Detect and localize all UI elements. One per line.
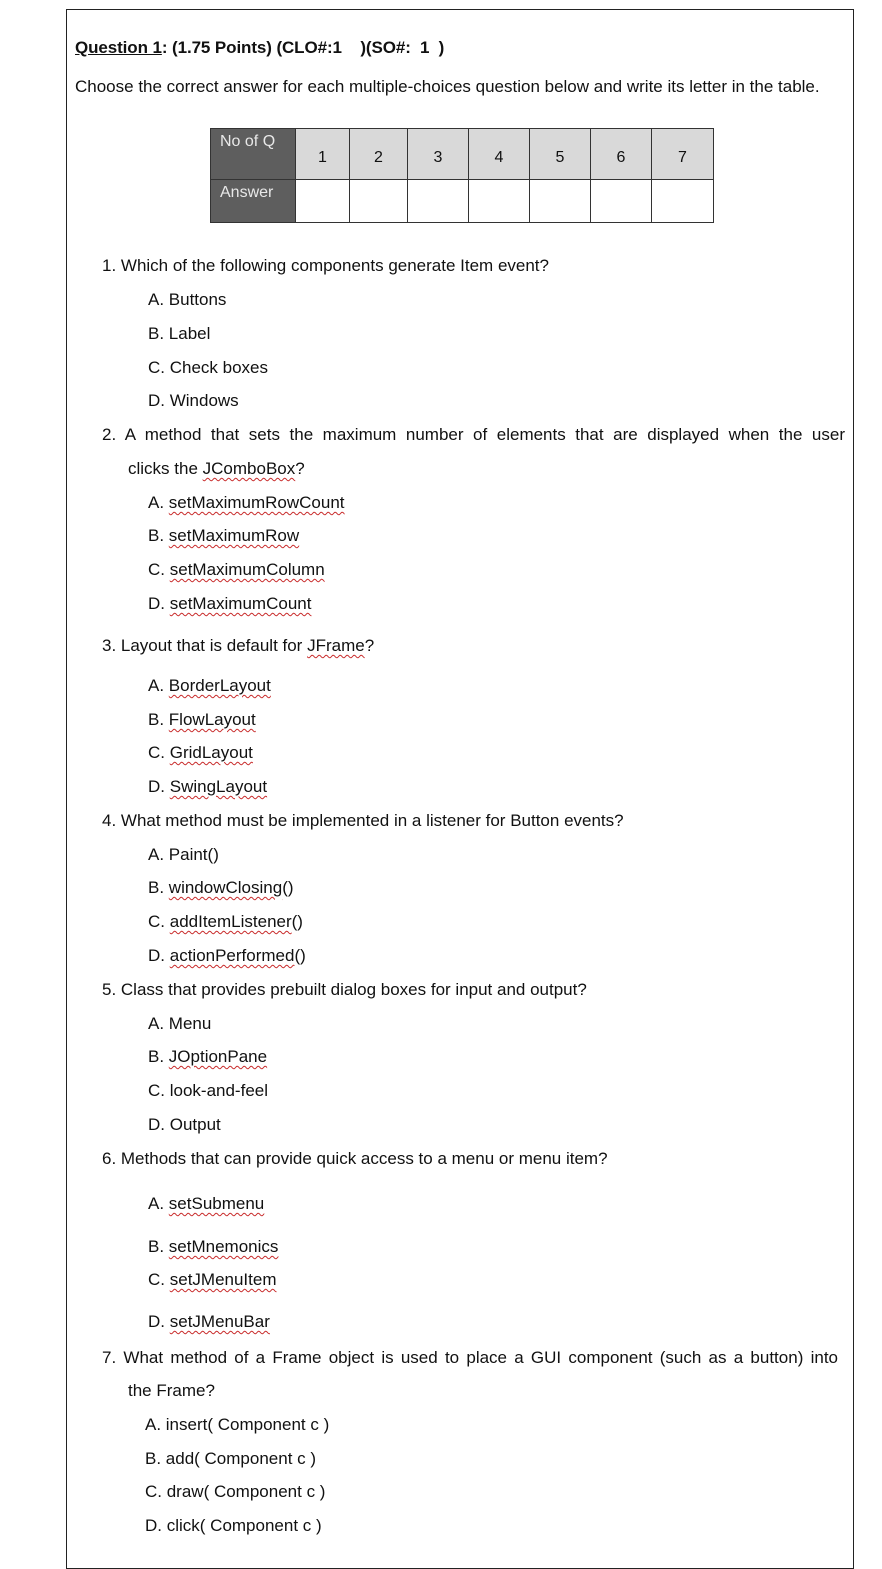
- option-term: SwingLayout: [169, 777, 268, 796]
- question-1-option-b: B. Label: [148, 324, 211, 343]
- question-5-text: 5. Class that provides prebuilt dialog boxes for input and output?: [102, 980, 587, 999]
- answer-cell[interactable]: [469, 180, 530, 223]
- question-3-term: JFrame: [307, 636, 365, 655]
- question-3-option-a: [148, 676, 271, 696]
- question-number-cell: 7: [652, 129, 714, 180]
- question-2-option-a: [148, 493, 345, 513]
- option-prefix: A. Menu: [148, 1014, 212, 1033]
- option-term: setMnemonics: [168, 1237, 279, 1256]
- answer-cell[interactable]: [591, 180, 652, 223]
- question-4-option-d: [148, 946, 306, 966]
- option-term: BorderLayout: [168, 676, 271, 695]
- option-term: actionPerformed: [169, 946, 295, 965]
- question-7-option-a: A. insert( Component c ): [145, 1415, 330, 1434]
- option-prefix: D.: [148, 1312, 170, 1331]
- question-number-cell: 6: [591, 129, 652, 180]
- option-prefix: B.: [148, 878, 169, 897]
- answer-cell[interactable]: [350, 180, 408, 223]
- question-7-option-d: D. click( Component c ): [145, 1516, 322, 1535]
- answer-table: [210, 128, 714, 223]
- question-2-term: JComboBox: [202, 459, 296, 478]
- answer-cell[interactable]: [296, 180, 350, 223]
- question-2-text-line2: [128, 459, 305, 479]
- question-number-cell: 5: [530, 129, 591, 180]
- option-term: setJMenuBar: [169, 1312, 270, 1331]
- question-label: Question 1: [75, 38, 162, 57]
- question-2-text-prefix: clicks the: [128, 459, 203, 478]
- option-term: setSubmenu: [168, 1194, 265, 1213]
- option-prefix: A. Paint(): [148, 845, 219, 864]
- question-number-cell: 2: [350, 129, 408, 180]
- question-2-option-c: [148, 560, 325, 580]
- question-1-option-a: A. Buttons: [148, 290, 227, 309]
- option-prefix: C.: [148, 912, 170, 931]
- option-prefix: B.: [148, 526, 169, 545]
- question-4-text: 4. What method must be implemented in a listener for Button events?: [102, 811, 624, 830]
- option-prefix: B.: [148, 1237, 169, 1256]
- question-2-option-d: [148, 594, 311, 614]
- option-suffix: (): [282, 878, 294, 897]
- question-6-option-b: [148, 1237, 278, 1257]
- option-prefix: C.: [148, 560, 170, 579]
- question-6-option-a: [148, 1194, 264, 1214]
- question-number-cell: 1: [296, 129, 350, 180]
- option-suffix: (): [294, 946, 306, 965]
- question-7-option-c: C. draw( Component c ): [145, 1482, 326, 1501]
- question-7-option-b: B. add( Component c ): [145, 1449, 317, 1468]
- row-header-no-of-q: No of Q: [211, 129, 296, 180]
- answer-cell[interactable]: [530, 180, 591, 223]
- option-term: setMaximumRowCount: [168, 493, 345, 512]
- question-5-option-c: [148, 1081, 268, 1101]
- option-term: GridLayout: [169, 743, 253, 762]
- option-prefix: B.: [148, 710, 169, 729]
- question-3-text-prefix: 3. Layout that is default for: [102, 636, 308, 655]
- option-suffix: (): [291, 912, 303, 931]
- question-4-option-c: [148, 912, 303, 932]
- question-7-text-line1: 7. What method of a Frame object is used to place a GUI component (such as a button) into: [102, 1348, 838, 1367]
- option-term: setMaximumColumn: [169, 560, 325, 579]
- question-6-option-c: [148, 1270, 277, 1290]
- question-number-cell: 3: [408, 129, 469, 180]
- option-prefix: B.: [148, 1047, 169, 1066]
- row-header-answer: Answer: [211, 180, 296, 223]
- question-7-text-line2: the Frame?: [128, 1381, 215, 1400]
- question-3-text-suffix: ?: [364, 636, 375, 655]
- question-3-option-c: [148, 743, 253, 763]
- option-prefix: D.: [148, 777, 170, 796]
- question-2-text-suffix: ?: [295, 459, 305, 478]
- option-term: setMaximumCount: [169, 594, 312, 613]
- question-4-option-b: [148, 878, 294, 898]
- answer-cell[interactable]: [408, 180, 469, 223]
- option-prefix: C.: [148, 1270, 170, 1289]
- question-4-option-a: [148, 845, 219, 865]
- question-1-option-d: D. Windows: [148, 391, 239, 410]
- option-term: setJMenuItem: [169, 1270, 277, 1289]
- instructions: Choose the correct answer for each multiple-choices question below and write its letter in the table.: [75, 77, 820, 96]
- question-5-option-d: [148, 1115, 221, 1135]
- option-term: addItemListener: [169, 912, 292, 931]
- option-prefix: A.: [148, 676, 169, 695]
- option-prefix: D.: [148, 594, 170, 613]
- question-title: [75, 38, 444, 58]
- question-number-cell: 4: [469, 129, 530, 180]
- option-prefix: A.: [148, 1194, 169, 1213]
- option-prefix: D.: [148, 946, 170, 965]
- question-2-option-b: [148, 526, 299, 546]
- question-3-text: [102, 636, 374, 656]
- question-6-text: 6. Methods that can provide quick access to a menu or menu item?: [102, 1149, 608, 1168]
- option-prefix: C. look-and-feel: [148, 1081, 269, 1100]
- option-term: FlowLayout: [168, 710, 256, 729]
- option-prefix: A.: [148, 493, 169, 512]
- question-3-option-d: [148, 777, 267, 797]
- answer-table-number-row: [211, 129, 714, 180]
- option-term: JOptionPane: [168, 1047, 268, 1066]
- question-2-text-line1: 2. A method that sets the maximum number of elements that are displayed when the user: [102, 425, 845, 444]
- answer-cell[interactable]: [652, 180, 714, 223]
- answer-table-answer-row: [211, 180, 714, 223]
- question-5-option-b: [148, 1047, 267, 1067]
- question-meta: : (1.75 Points) (CLO#:1 )(SO#: 1 ): [161, 38, 445, 57]
- option-prefix: C.: [148, 743, 170, 762]
- option-term: setMaximumRow: [168, 526, 300, 545]
- question-5-option-a: [148, 1014, 211, 1034]
- option-term: windowClosing: [168, 878, 283, 897]
- question-1-text: 1. Which of the following components generate Item event?: [102, 256, 549, 275]
- question-3-option-b: [148, 710, 256, 730]
- option-prefix: D. Output: [148, 1115, 221, 1134]
- question-1-option-c: C. Check boxes: [148, 358, 268, 377]
- question-6-option-d: [148, 1312, 270, 1332]
